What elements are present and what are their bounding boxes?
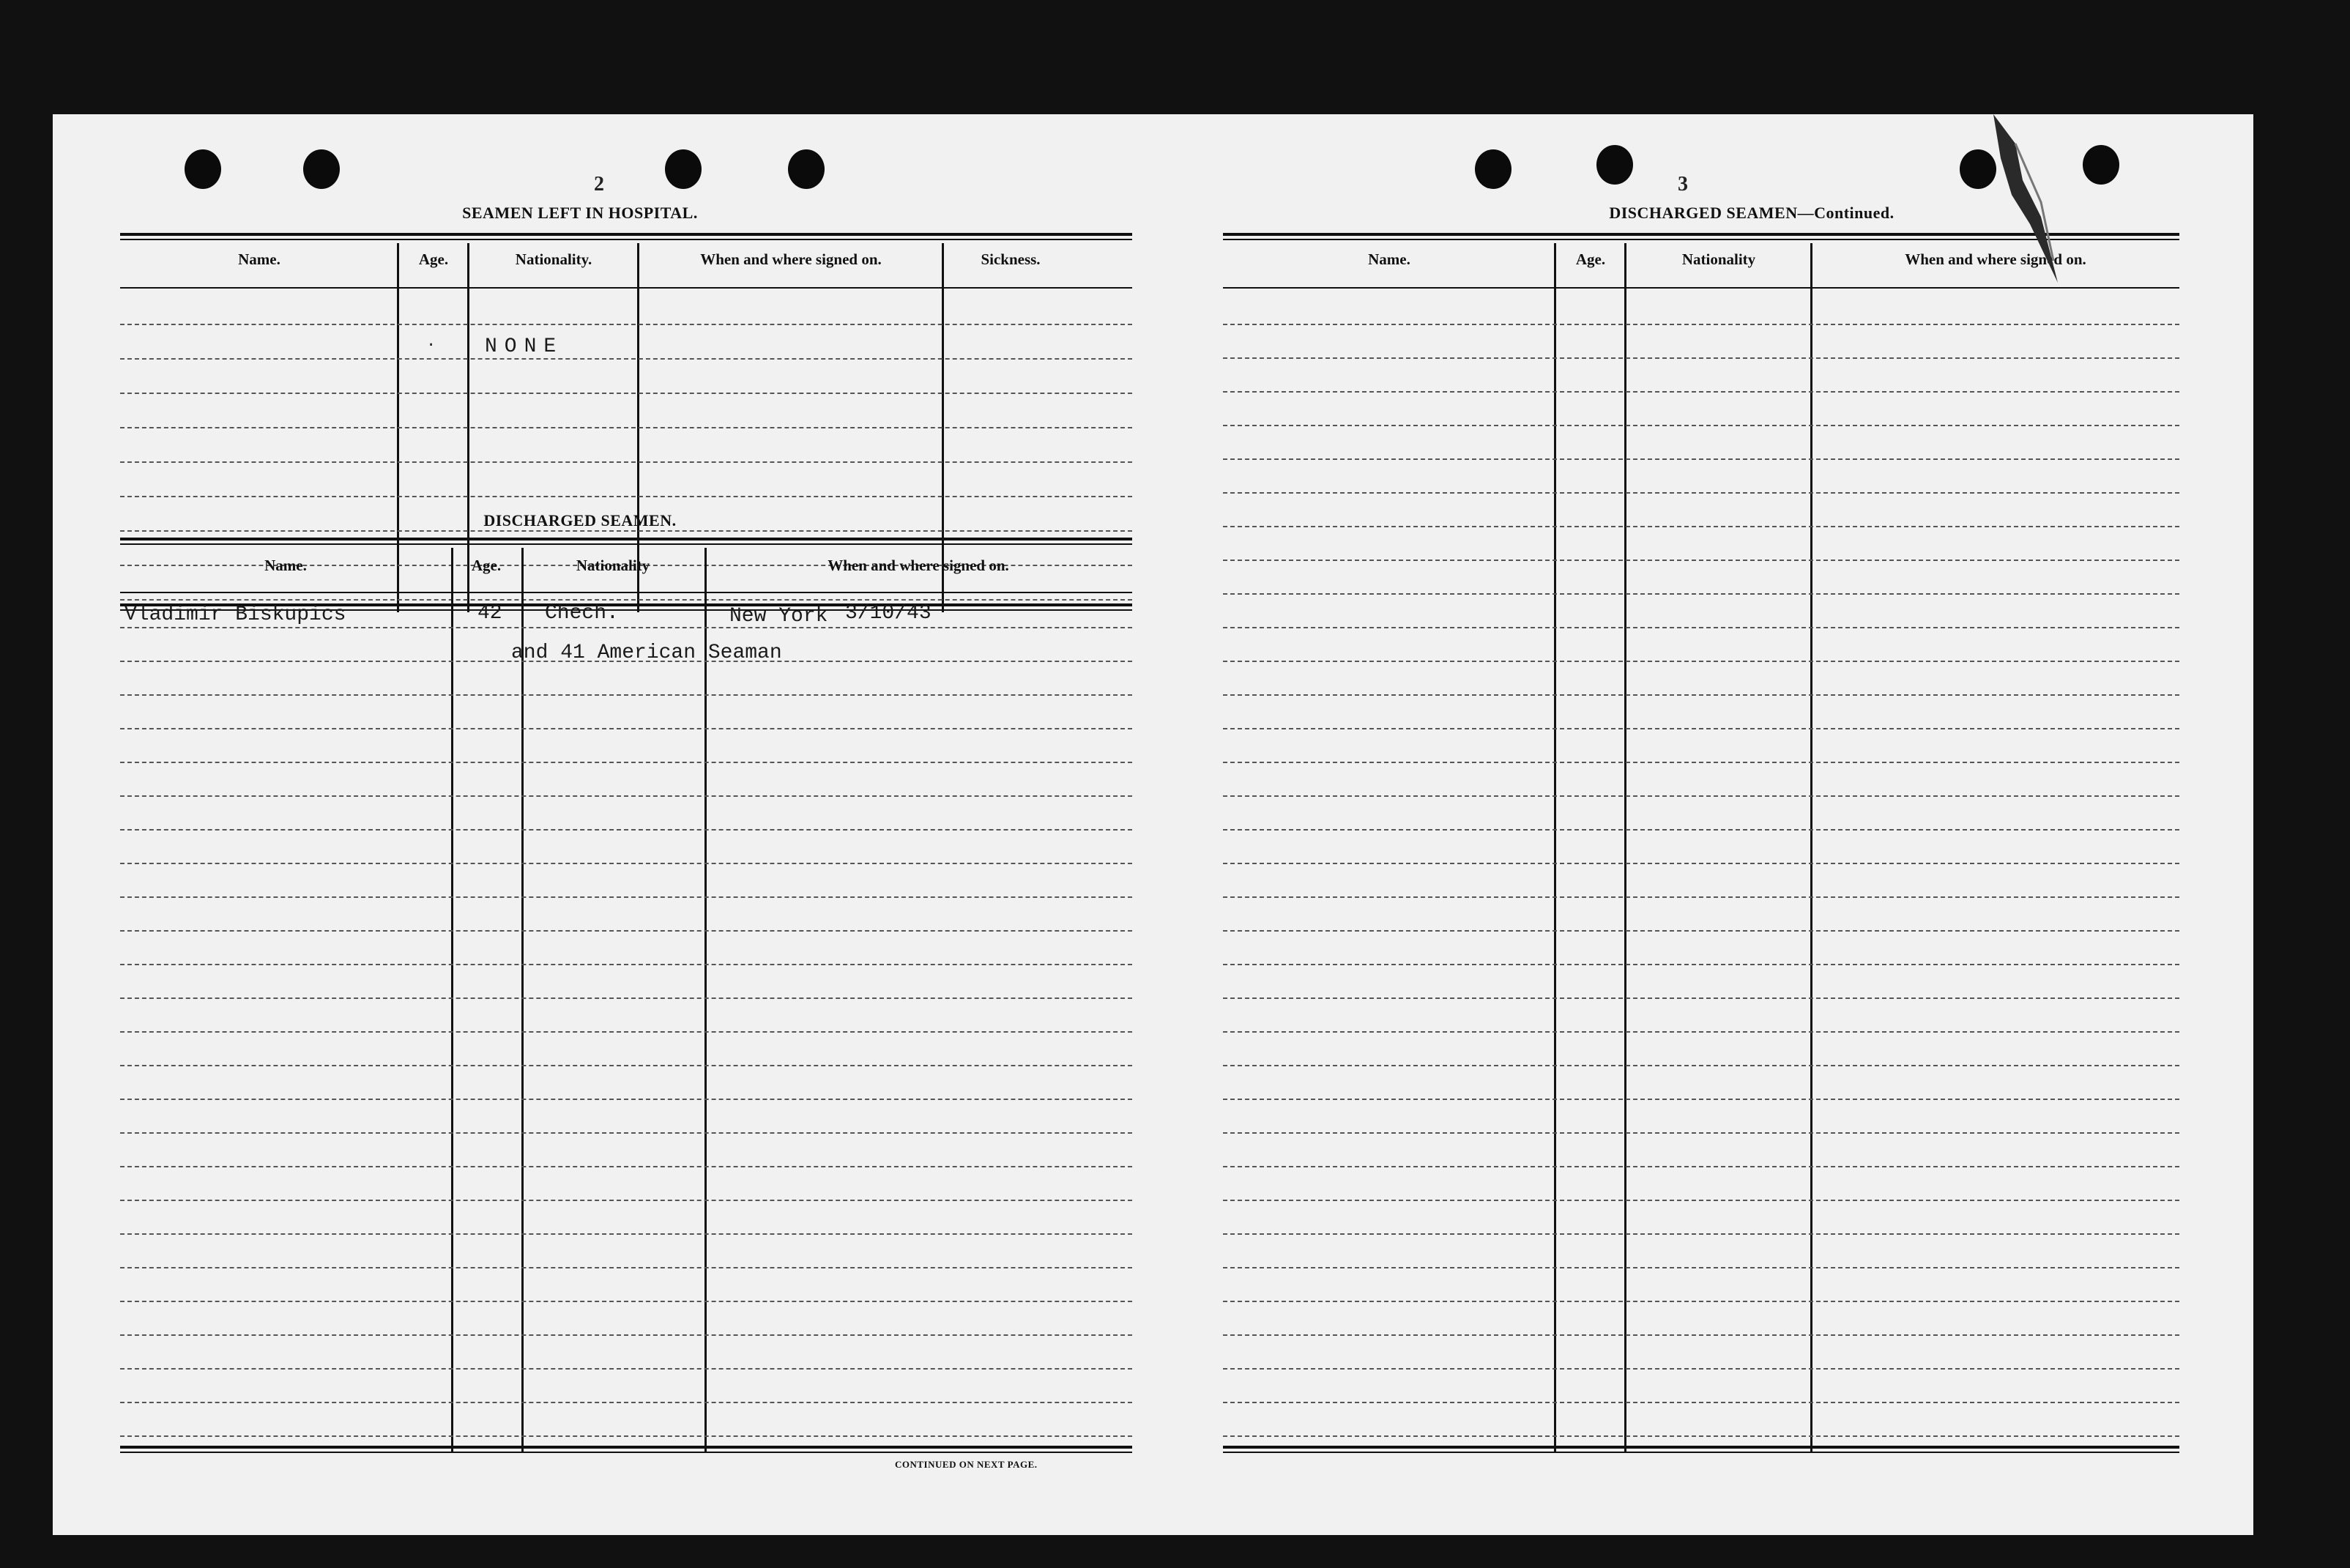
- seaman-age: 42: [477, 602, 502, 625]
- col-head-nationality: Nationality: [1681, 250, 1756, 268]
- col-head-age: Age.: [471, 557, 502, 574]
- col-head-name: Name.: [264, 557, 307, 574]
- ruled-line: [120, 795, 1132, 797]
- ruled-line: [120, 1368, 1132, 1370]
- ruled-line: [1223, 1402, 2179, 1403]
- ruled-line: [1223, 661, 2179, 662]
- col-head-name: Name.: [1368, 250, 1410, 268]
- ruled-line: [120, 461, 1132, 463]
- punch-hole: [303, 149, 340, 189]
- bottom-rule: [120, 1446, 1132, 1453]
- column-divider: [704, 548, 707, 1453]
- torn-corner: [1971, 114, 2059, 283]
- punch-hole: [665, 149, 702, 189]
- col-head-signed-on: When and where signed on.: [1905, 250, 2086, 268]
- bottom-rule: [1223, 1446, 2179, 1453]
- continued-footer: CONTINUED ON NEXT PAGE.: [895, 1459, 1038, 1470]
- hospital-entry-none: NONE: [485, 335, 564, 358]
- ruled-line: [1223, 930, 2179, 932]
- ruled-line: [1223, 391, 2179, 393]
- column-divider: [521, 548, 524, 1453]
- ruled-line: [1223, 1065, 2179, 1066]
- ruled-line: [120, 627, 1132, 628]
- ruled-line: [120, 997, 1132, 999]
- ruled-line: [120, 1031, 1132, 1033]
- col-head-signed-on: When and where signed on.: [828, 557, 1009, 574]
- ruled-line: [1223, 526, 2179, 527]
- seaman-name: Vladimir Biskupics: [124, 603, 346, 626]
- ruled-line: [1223, 357, 2179, 359]
- ruled-line: [120, 496, 1132, 497]
- punch-hole: [1475, 149, 1511, 189]
- ruled-line: [1223, 1435, 2179, 1437]
- seaman-signed-date: 3/10/43: [845, 602, 932, 625]
- column-header-underline: [120, 592, 1132, 593]
- ruled-line: [1223, 593, 2179, 595]
- ruled-line: [120, 1166, 1132, 1167]
- ruled-line: [1223, 896, 2179, 898]
- column-header-underline: [120, 287, 1132, 289]
- ruled-line: [1223, 1132, 2179, 1134]
- ruled-line: [120, 1435, 1132, 1437]
- ruled-line: [120, 393, 1132, 394]
- ruled-line: [120, 1200, 1132, 1201]
- ruled-line: [1223, 1301, 2179, 1302]
- ruled-line: [120, 896, 1132, 898]
- ruled-line: [1223, 1200, 2179, 1201]
- hospital-section-title: SEAMEN LEFT IN HOSPITAL.: [462, 204, 698, 222]
- col-head-sickness: Sickness.: [981, 250, 1041, 268]
- ruled-line: [120, 530, 1132, 532]
- discharged-continued-title: DISCHARGED SEAMEN—Continued.: [1609, 204, 1894, 222]
- ruled-line: [1223, 1099, 2179, 1100]
- ruled-line: [1223, 795, 2179, 797]
- ruled-line: [120, 694, 1132, 696]
- ruled-line: [120, 863, 1132, 864]
- header-rule: [120, 538, 1132, 545]
- stray-mark: .: [426, 332, 436, 351]
- col-head-age: Age.: [418, 250, 449, 268]
- ruled-line: [120, 930, 1132, 932]
- ruled-line: [120, 1233, 1132, 1235]
- ruled-line: [1223, 762, 2179, 763]
- ruled-line: [120, 1132, 1132, 1134]
- ruled-line: [120, 358, 1132, 360]
- ruled-line: [120, 427, 1132, 428]
- ruled-line: [120, 1267, 1132, 1268]
- ruled-line: [1223, 863, 2179, 864]
- ruled-line: [1223, 458, 2179, 460]
- ruled-line: [1223, 829, 2179, 831]
- ruled-line: [120, 1402, 1132, 1403]
- col-head-nationality: Nationality: [576, 557, 650, 574]
- col-head-age: Age.: [1575, 250, 1606, 268]
- ruled-line: [120, 964, 1132, 965]
- punch-hole: [2083, 145, 2119, 185]
- ruled-line: [1223, 1233, 2179, 1235]
- ruled-line: [120, 829, 1132, 831]
- ruled-line: [1223, 324, 2179, 325]
- ruled-line: [120, 324, 1132, 325]
- ruled-line: [120, 728, 1132, 729]
- page-number: 2: [594, 173, 604, 196]
- ruled-line: [1223, 425, 2179, 426]
- ruled-line: [1223, 694, 2179, 696]
- ruled-line: [1223, 997, 2179, 999]
- additional-seamen-note: and 41 American Seaman: [511, 642, 782, 664]
- ruled-line: [1223, 560, 2179, 561]
- page-number: 3: [1678, 173, 1688, 196]
- ruled-line: [1223, 1267, 2179, 1268]
- ruled-line: [1223, 964, 2179, 965]
- seaman-signed-place: New York: [729, 605, 828, 628]
- ruled-line: [1223, 627, 2179, 628]
- ruled-line: [120, 1301, 1132, 1302]
- col-head-nationality: Nationality.: [515, 250, 592, 268]
- punch-hole: [185, 149, 221, 189]
- column-header-underline: [1223, 287, 2179, 289]
- ruled-line: [120, 762, 1132, 763]
- discharged-section-title: DISCHARGED SEAMEN.: [483, 511, 677, 530]
- col-head-signed-on: When and where signed on.: [700, 250, 882, 268]
- right-page: [1151, 114, 2253, 1535]
- col-head-name: Name.: [238, 250, 280, 268]
- header-rule: [120, 233, 1132, 240]
- ruled-line: [120, 1099, 1132, 1100]
- ruled-line: [120, 1334, 1132, 1336]
- ruled-line: [120, 1065, 1132, 1066]
- ruled-line: [1223, 728, 2179, 729]
- ruled-line: [1223, 1166, 2179, 1167]
- ledger-sheet: [53, 114, 2253, 1535]
- left-page: [53, 114, 1151, 1535]
- ruled-line: [1223, 1334, 2179, 1336]
- punch-hole: [1596, 145, 1633, 185]
- ruled-line: [1223, 1368, 2179, 1370]
- column-divider: [451, 548, 453, 1453]
- seaman-nationality: Chech.: [545, 602, 619, 625]
- punch-hole: [788, 149, 825, 189]
- ruled-line: [120, 599, 1132, 601]
- ruled-line: [1223, 492, 2179, 494]
- ruled-line: [1223, 1031, 2179, 1033]
